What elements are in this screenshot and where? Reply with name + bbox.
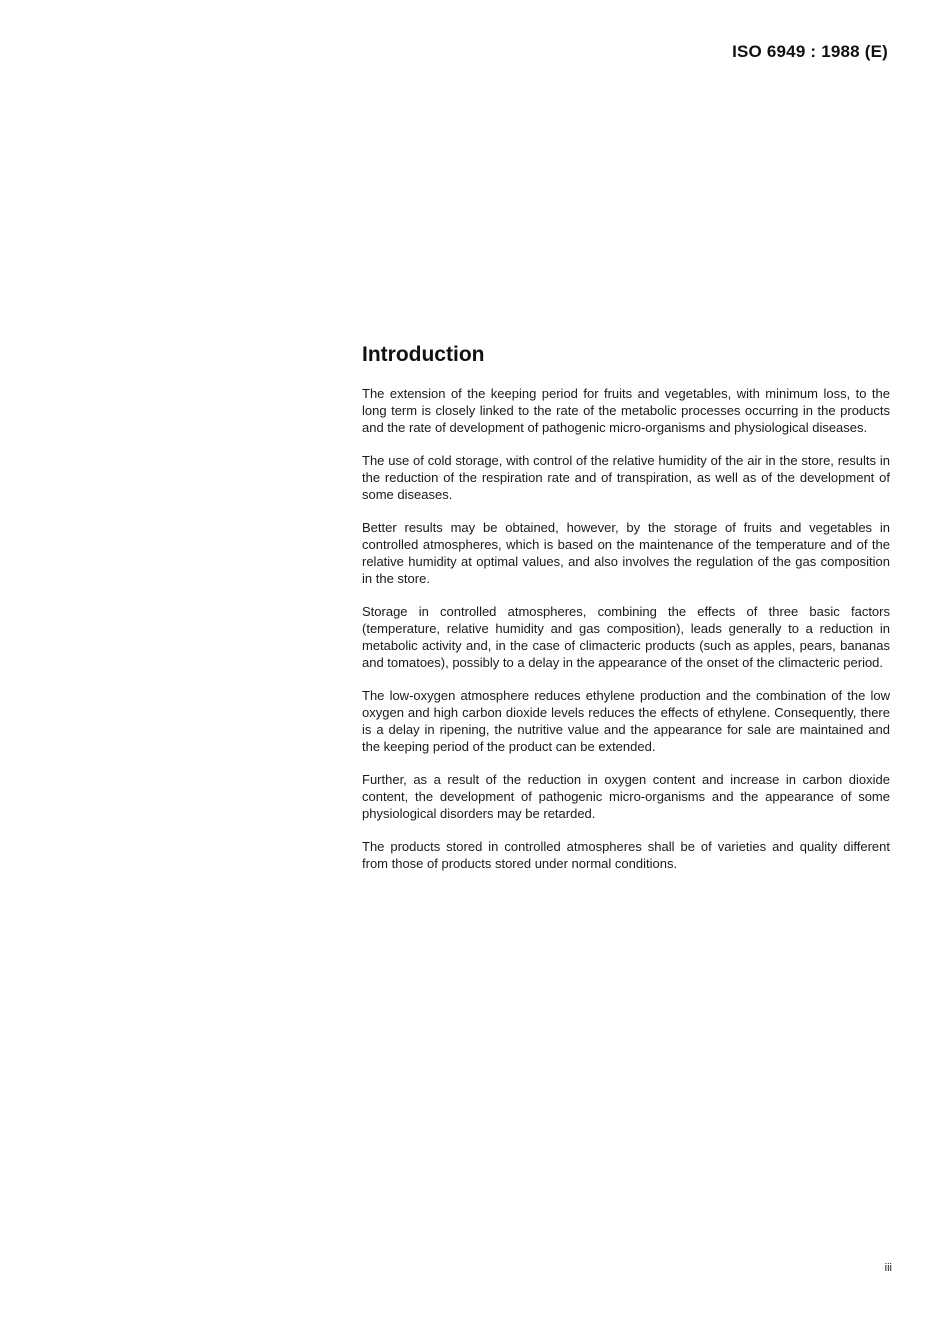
page-number: iii — [884, 1262, 892, 1274]
paragraph-2: The use of cold storage, with control of the relative humidity of the air in the store, results in the reduction of the respiration rate and of transpiration, as well as of the development of some diseases. — [362, 453, 890, 502]
section-title: Introduction — [362, 343, 485, 366]
main-content — [362, 343, 890, 888]
paragraph-4: Storage in controlled atmospheres, combining the effects of three basic factors (temperature, relative humidity and gas composition), leads generally to a reduction in metabolic activity and, in the case of climacteric products (such as apples, pears, bananas and tomatoes), possibly to a delay in the appearance of the onset of the climacteric period. — [362, 604, 890, 670]
paragraph-1: The extension of the keeping period for fruits and vegetables, with minimum loss, to the long term is closely linked to the rate of the metabolic processes occurring in the products and the rate of development of pathogenic micro-organisms and physiological diseases. — [362, 386, 890, 435]
document-header: ISO 6949 : 1988 (E) — [732, 42, 888, 61]
paragraph-5: The low-oxygen atmosphere reduces ethylene production and the combination of the low oxygen and high carbon dioxide levels reduces the effects of ethylene. Consequently, there is a delay in ripening, the nutritive value and the appearance for sale are maintained and the keeping period of the product can be extended. — [362, 688, 890, 754]
paragraph-7: The products stored in controlled atmospheres shall be of varieties and quality different from those of products stored under normal conditions. — [362, 839, 890, 871]
paragraph-6: Further, as a result of the reduction in oxygen content and increase in carbon dioxide content, the development of pathogenic micro-organisms and the appearance of some physiological disorders may be retarded. — [362, 772, 890, 821]
paragraph-3: Better results may be obtained, however, by the storage of fruits and vegetables in controlled atmospheres, which is based on the maintenance of the temperature and of the relative humidity at optimal values, and also involves the regulation of the gas composition in the store. — [362, 520, 890, 586]
